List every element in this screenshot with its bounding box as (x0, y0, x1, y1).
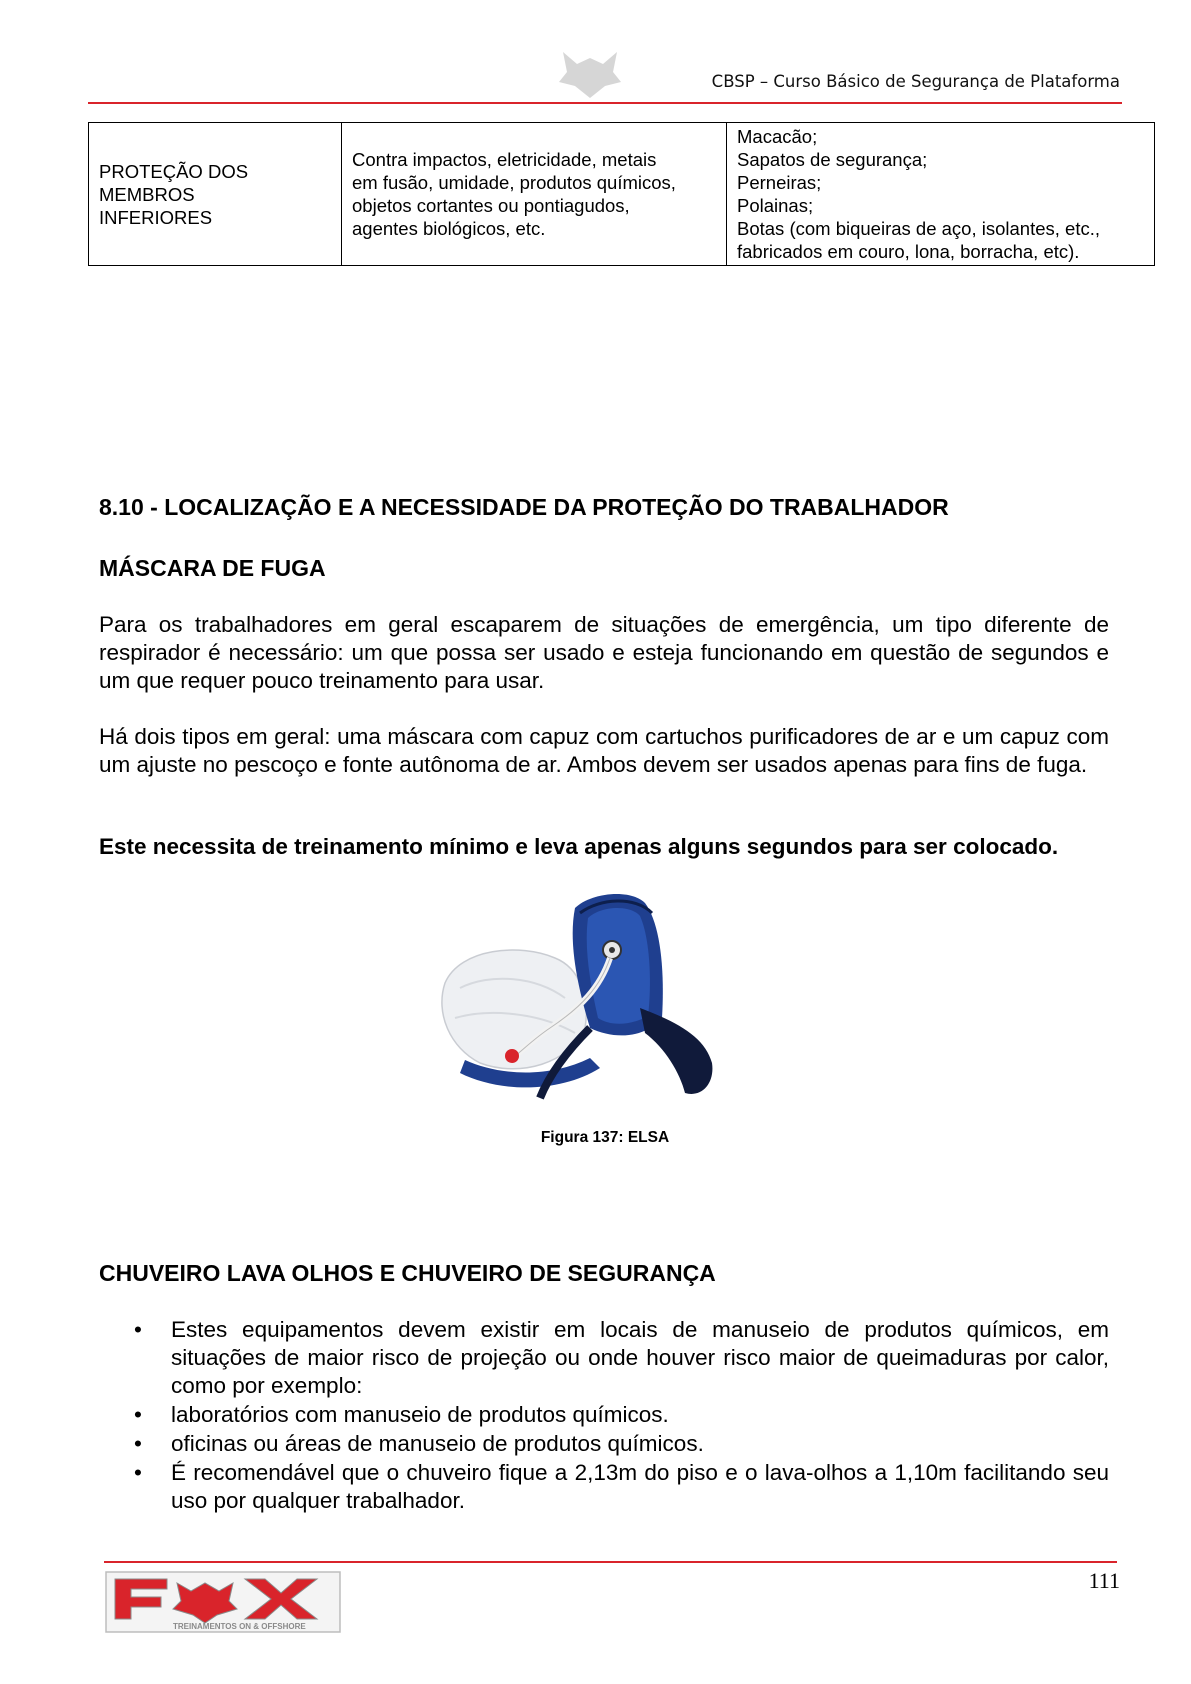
section-heading: 8.10 - LOCALIZAÇÃO E A NECESSIDADE DA PROTEÇÃO DO TRABALHADOR (99, 494, 949, 520)
list-item-text: oficinas ou áreas de manuseio de produtos químicos. (171, 1431, 704, 1456)
cell-line: em fusão, umidade, produtos químicos, (352, 172, 676, 193)
list-item-text: É recomendável que o chuveiro fique a 2,13m do piso e o lava-olhos a 1,10m facilitando seu uso por qualquer trabalhador. (171, 1460, 1109, 1513)
paragraph: Há dois tipos em geral: uma máscara com capuz com cartuchos purificadores de ar e um capuz com um ajuste no pescoço e fonte autônoma de ar. Ambos devem ser usados apenas para fins de fuga. (99, 724, 1109, 777)
cell-line: Contra impactos, eletricidade, metais (352, 149, 657, 170)
cell-line: objetos cortantes ou pontiagudos, (352, 195, 630, 216)
list-item-text: Estes equipamentos devem existir em locais de manuseio de produtos químicos, em situações de maior risco de projeção ou onde houver risco maior de queimaduras por calor, como por exemplo: (171, 1317, 1109, 1398)
bullet-list (99, 1316, 1109, 1516)
bullet-icon: • (134, 1431, 142, 1456)
bullet-icon: • (134, 1460, 142, 1485)
cell-line: INFERIORES (99, 206, 213, 228)
logo-tagline: TREINAMENTOS ON & OFFSHORE (173, 1622, 306, 1631)
table-cell-equipment (727, 123, 1155, 266)
cell-line: PROTEÇÃO DOS (99, 160, 249, 182)
bullet-icon: • (134, 1402, 142, 1427)
list-item (99, 1401, 1109, 1429)
figure-caption: Figura 137: ELSA (540, 1129, 670, 1146)
cell-line: MEMBROS (99, 183, 195, 205)
list-item (99, 1316, 1109, 1400)
footer-divider (104, 1561, 1117, 1563)
fox-head-icon (555, 48, 625, 100)
paragraph-bold: Este necessita de treinamento mínimo e leva apenas alguns segundos para ser colocado. (99, 834, 1059, 859)
ppe-table (88, 122, 1155, 266)
subsection-heading: MÁSCARA DE FUGA (99, 555, 326, 581)
cell-line: fabricados em couro, lona, borracha, etc). (737, 241, 1080, 262)
subsection-heading: CHUVEIRO LAVA OLHOS E CHUVEIRO DE SEGURANÇA (99, 1260, 716, 1286)
table-cell-protection (342, 123, 727, 266)
list-item (99, 1430, 1109, 1458)
header-title: CBSP – Curso Básico de Segurança de Plataforma (711, 72, 1120, 91)
bullet-icon: • (134, 1317, 142, 1342)
fox-logo (105, 1571, 341, 1633)
cell-line: Botas (com biqueiras de aço, isolantes, etc., (737, 218, 1100, 239)
table-cell-category (89, 123, 342, 266)
table-row (89, 123, 1155, 266)
escape-hood-image (440, 888, 750, 1118)
list-item (99, 1459, 1109, 1515)
cell-line: Macacão; (737, 126, 818, 147)
cell-line: agentes biológicos, etc. (352, 218, 546, 239)
header-divider (88, 102, 1122, 104)
list-item-text: laboratórios com manuseio de produtos químicos. (171, 1402, 669, 1427)
cell-line: Perneiras; (737, 172, 822, 193)
paragraph: Para os trabalhadores em geral escaparem de situações de emergência, um tipo diferente de respirador é necessário: um que possa ser usado e esteja funcionando em questão de segundos e um que requer pouco treinamento para usar. (99, 612, 1109, 693)
cell-line: Sapatos de segurança; (737, 149, 928, 170)
cell-line: Polainas; (737, 195, 814, 216)
page-number: 111 (1088, 1568, 1120, 1593)
